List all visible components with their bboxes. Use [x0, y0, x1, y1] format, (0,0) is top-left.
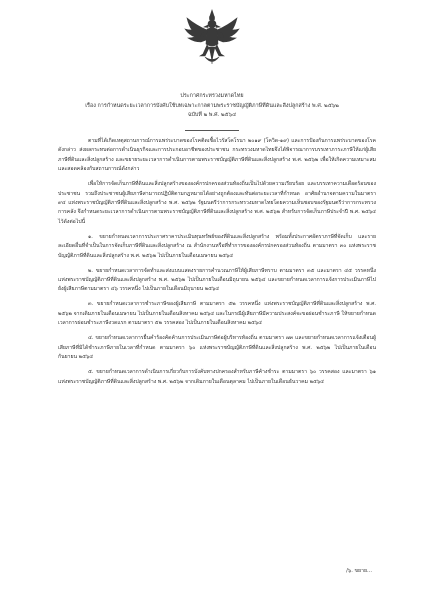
- paragraph: ๔. ขยายกำหนดเวลาการยื่นคำร้องคัดค้านการประเมินภาษีต่อผู้บริหารท้องถิ่น ตามมาตรา ๗๓ และขยายกำหนดเวลาการแจ้งเตือนผู้เสียภาษีที่มิได้ชำระภาษีภายในเวลาที่กำหนด ตามมาตรา ๖๐ แห่งพระราชบัญญัติภาษีที่ดินและสิ่งปลูกสร้าง พ.ศ. ๒๕๖๒ ไปเป็นภายในเดือนกันยายน ๒๕๖๔: [58, 335, 376, 361]
- header-divider: [185, 130, 239, 131]
- document-body: [58, 137, 376, 393]
- paragraph: ๒. ขยายกำหนดเวลาการจัดทำและส่งแบบแสดงรายการคำนวณภาษีให้ผู้เสียภาษีทราบ ตามมาตรา ๓๕ และมาตรา ๔๕ วรรคหนึ่ง แห่งพระราชบัญญัติภาษีที่ดินและสิ่งปลูกสร้าง พ.ศ. ๒๕๖๒ ไปเป็นภายในเดือนมิถุนายน ๒๕๖๔ และขยายกำหนดเวลาการแจ้งการประเมินภาษีไปยังผู้เสียภาษีตามมาตรา ๔๖ วรรคหนึ่ง ไปเป็นภายในเดือนมิถุนายน ๒๕๖๔: [58, 267, 376, 293]
- paragraph: ๓. ขยายกำหนดเวลาการชำระภาษีของผู้เสียภาษี ตามมาตรา ๕๒ วรรคหนึ่ง แห่งพระราชบัญญัติภาษีที่ดินและสิ่งปลูกสร้าง พ.ศ. ๒๕๖๒ จากเดิมภายในเดือนเมษายน ไปเป็นภายในเดือนสิงหาคม ๒๕๖๔ และในกรณีผู้เสียภาษีมีความประสงค์จะขอผ่อนชำระภาษี ให้ขยายกำหนดเวลาการผ่อนชำระภาษีงวดแรก ตามมาตรา ๕๒ วรรคสอง ไปเป็นภายในเดือนสิงหาคม ๒๕๖๔: [58, 301, 376, 327]
- document-header: [60, 92, 364, 121]
- paragraph: ๕. ขยายกำหนดเวลาการดำเนินการเกี่ยวกับการบังคับทางปกครองสำหรับภาษีค้างชำระ ตามมาตรา ๖๐ วรรคสอง และมาตรา ๖๑ แห่งพระราชบัญญัติภาษีที่ดินและสิ่งปลูกสร้าง พ.ศ. ๒๕๖๒ จากเดิมภายในเดือนตุลาคม ไปเป็นภายในเดือนธันวาคม ๒๕๖๔: [58, 369, 376, 385]
- document-title: ประกาศกระทรวงมหาดไทย: [180, 93, 244, 99]
- document-subject: เรื่อง การกำหนดระยะเวลาการบังคับใช้บทเฉพาะกาลตามพระราชบัญญัติภาษีที่ดินและสิ่งปลูกสร้าง พ.ศ. ๒๕๖๒: [85, 102, 339, 109]
- paragraph: เพื่อให้การจัดเก็บภาษีที่ดินและสิ่งปลูกสร้างขององค์กรปกครองส่วนท้องถิ่นเป็นไปด้วยความเรียบร้อย และบรรเทาความเดือดร้อนของประชาชน รวมถึงประชาชนผู้เสียภาษีสามารถปฏิบัติตามกฎหมายได้อย่างถูกต้องและทันต่อระยะเวลาที่กำหนด อาศัยอำนาจตามความในมาตรา ๙๔ แห่งพระราชบัญญัติภาษีที่ดินและสิ่งปลูกสร้าง พ.ศ. ๒๕๖๒ รัฐมนตรีว่าการกระทรวงมหาดไทยโดยความเห็นชอบของรัฐมนตรีว่าการกระทรวงการคลัง จึงกำหนดระยะเวลาการดำเนินการตามพระราชบัญญัติภาษีที่ดินและสิ่งปลูกสร้าง พ.ศ. ๒๕๖๒ สำหรับการจัดเก็บภาษีประจำปี พ.ศ. ๒๕๖๔ ไว้ดังต่อไปนี้: [58, 181, 376, 225]
- garuda-emblem-icon: [183, 8, 241, 68]
- document-issue-number: ฉบับที่ ๒ พ.ศ. ๒๕๖๔: [187, 112, 237, 118]
- page-continuation-marker: /๖. ขยาย...: [346, 568, 372, 574]
- paragraph: ตามที่ได้เกิดเหตุสถานการณ์การแพร่ระบาดของโรคติดเชื้อไวรัสโคโรนา ๒๐๑๙ (โควิด-๑๙) และการป้องกันการแพร่ระบาดของโรคดังกล่าว ส่งผลกระทบต่อการดำเนินธุรกิจและการประกอบอาชีพของประชาชน กระทรวงมหาดไทยจึงได้พิจารณาการบรรเทาภาระภาษีให้แก่ผู้เสียภาษีที่ดินและสิ่งปลูกสร้าง และขยายระยะเวลาการดำเนินการตามพระราชบัญญัติภาษีที่ดินและสิ่งปลูกสร้าง พ.ศ. ๒๕๖๒ เพื่อให้เกิดความเหมาะสมและสอดคล้องกับสถานการณ์ดังกล่าว: [58, 138, 376, 173]
- paragraph: ๑. ขยายกำหนดเวลาการประกาศราคาประเมินทุนทรัพย์ของที่ดินและสิ่งปลูกสร้าง พร้อมทั้งประกาศอัตราภาษีที่จัดเก็บ และรายละเอียดอื่นที่จำเป็นในการจัดเก็บภาษีที่ดินและสิ่งปลูกสร้าง ณ สำนักงานหรือที่ทำการขององค์กรปกครองส่วนท้องถิ่น ตามมาตรา ๓๐ แห่งพระราชบัญญัติภาษีที่ดินและสิ่งปลูกสร้าง พ.ศ. ๒๕๖๒ ไปเป็นภายในเดือนเมษายน ๒๕๖๔: [58, 233, 376, 259]
